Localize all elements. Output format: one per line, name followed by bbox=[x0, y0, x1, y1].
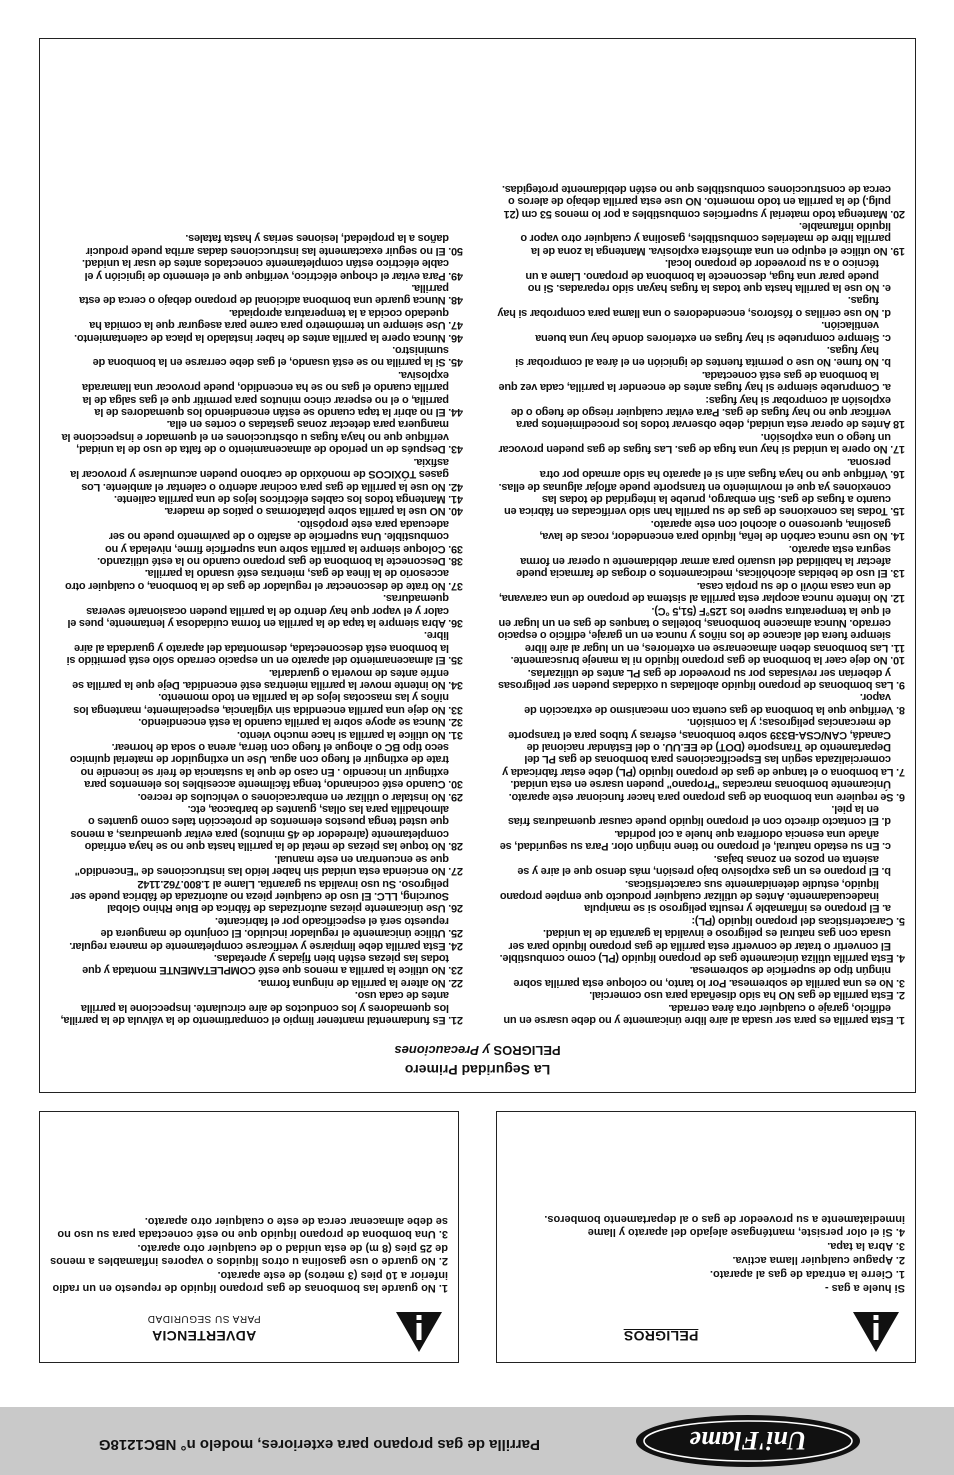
safety-subitem: d. El contacto directo con el propano líquido puede causar quemaduras frías en la piel. bbox=[508, 803, 891, 828]
safety-item: 30. Cuando esté cocinando, tenga fácilmente accesibles los elementos para extinguir un incendio . En caso de que la sustancia de freír se incendie no trate de extinguir el fuego con agua. Use un extinguidor de material químico seco tipo BC o ahogue el fuego con tierra, arena o soda de hornear. bbox=[70, 741, 463, 791]
safety-subitem: c. En su estado natural, el propano no tiene ningún olor. Para su seguridad, se añade una esencia odorífera que huele a col podrida. bbox=[500, 827, 891, 853]
section-title: La Seguridad Primero bbox=[404, 1062, 551, 1078]
warning-subtitle: PARA SU SEGURIDAD bbox=[147, 1313, 261, 1324]
logo-text: Uni'Flame bbox=[689, 1426, 807, 1455]
safety-item: 20. Mantenga todo material y superficies combustibles a por lo menos 53 cm (21 pulg.) de la parrilla en todo momento. NO use esta parrilla debajo de aleros o cerca de construcciones combustibles que no estén debidamente protegidas. bbox=[502, 182, 905, 220]
header-banner bbox=[0, 1407, 954, 1475]
safety-subitem: a. El propano es inflamable y resulta peligroso si se manipula inadecuadamente. Antes de utilizar cualquier producto que emplee propano líquido, estudie detenidamente sus características. bbox=[500, 877, 891, 915]
safety-item: 17. No opere la unidad si hay una fuga de gas. Las fugas de gas pueden provocar un fuego o una explosión. bbox=[498, 430, 905, 456]
safety-item: 3. No es una parrilla de sobremesa. Por lo tanto, no coloque esta parrilla sobre ningún tipo de superficie de sobremesa. bbox=[513, 964, 905, 989]
safety-item: 5. Características del propano líquido (PL): bbox=[691, 914, 905, 927]
danger-item: 2. Apague cualquier llama activa. bbox=[732, 1254, 905, 1266]
safety-item: 29. No instalar o utilizar en embarcaciones o vehículos de recreo. bbox=[137, 790, 463, 803]
safety-item: 16. Verifique que no haya fugas aún si el aparato ha sido armado por otra persona. bbox=[539, 455, 905, 481]
warning-triangle-icon bbox=[394, 1310, 444, 1354]
safety-item: 48. Nunca guarde una bombona adicional de propano debajo o cerca de esta parrilla. bbox=[79, 282, 463, 307]
safety-item: 38. Desconecte la bombona de gas propano cuando no la esté utilizando. bbox=[97, 554, 463, 567]
warning-box bbox=[39, 1111, 459, 1363]
safety-item: 23. No utilice la parrilla a menos que esté COMPLETAMENTE montada y que todas las piezas estén bien fijadas y apretadas. bbox=[82, 951, 463, 977]
safety-item: 45. Si la parrilla no se está usando, el gas debe cerrarse en la bombona de suministro. bbox=[92, 344, 463, 369]
safety-item: 33. No deje una parrilla encendida sin vigilancia, especialmente, mantenga los niños y las mascotas lejos de la parrilla en todo momento. bbox=[73, 691, 463, 716]
warning-title: ADVERTENCIA bbox=[151, 1328, 257, 1344]
safety-item: 36. Abra siempre la tapa de la parrilla en forma cuidadosa y lentamente, pues el calor y el vapor que hay dentro de la parrilla pueden ocasionarle severas quemaduras. bbox=[67, 592, 463, 629]
safety-item: 41. Mantenga todos los cables eléctricos lejos de una parrilla caliente. bbox=[114, 492, 463, 505]
left-column bbox=[495, 182, 905, 1026]
safety-item: 24. Esta parrilla debe limpiarse y verificarse completamente de manera regular. bbox=[69, 939, 463, 952]
safety-item: 18 Antes de operar esta unidad, debe observar todos los procedimientos para verificar que no hay fugas de gas. Para evitar cualquier riesgo de fuego o de explosión al comprobar si hay fugas: bbox=[511, 393, 905, 431]
warning-item: 2. No guarde o use gasolina u otros líquidos o vapores inflamables a menos de 25 pies (8 m) de esta unidad o de cualquier otro aparato. bbox=[50, 1242, 448, 1267]
safety-subitem: a. Compruebe siempre si hay fugas antes de encender la parrilla, cada vez que la bombona de gas está conectada. bbox=[498, 368, 891, 394]
safety-item: 44. El no abrir la tapa cuando se están encendiendo los quemadores de la parrilla, o el no esperar cinco minutos para permitir que el gas salga de la parrilla cuando el gas no se ha encendido, puede provocar una llamarada explosiva. bbox=[82, 368, 463, 419]
safety-subitem: b. No fume. No use o permita fuentes de ignición en el área al comprobar si hay fugas. bbox=[515, 344, 891, 369]
safety-item: 25. Utilice únicamente el regulador incluido. El conjunto de manguera de repuesto será el especificado por el fabricante. bbox=[100, 914, 463, 940]
warning-item: 1. No guarde las bombonas de gas propano líquido de repuesto en un radio inferior a 10 pies (3 metros) de este aparato. bbox=[52, 1269, 448, 1294]
safety-item: 11. Las bombonas deben almacenarse en exteriores, en un lugar al aire libre siempre fuera del alcance de los niños y nunca en un garaje, edificio o espacio cerrado. Nunca almacene bombonas, botellas o tanques de gas en un lugar en el que la temperatura supere los 125°F (51,5 °C). bbox=[498, 604, 905, 654]
danger-item: 4. Si el olor persiste, manténgase alejado del aparato y llame inmediatamente a su proveedor de gas o al departamento bomberos. bbox=[544, 1213, 905, 1238]
safety-item: 39. Coloque siempre la parrilla sobre una superficie firme, nivelada y no combustible. Una superficie de asfalto o de pavimento puede no ser adecuada para este propósito. bbox=[105, 517, 463, 555]
safety-item: 43. Después de un período de almacenamiento o de falta de uso de la unidad, verifique que no haya fugas u obstrucciones en el quemador e inspeccione la manguera para detectar zonas gastadas o cortes en ella. bbox=[61, 418, 463, 456]
safety-item: 49. Para evitar el choque eléctrico, verifique que el elemento de ignición y el cable eléctrico están completamente conectados antes de usar la unidad. bbox=[82, 257, 463, 282]
safety-item: 9. Las bombonas de propano líquido abolladas u oxidadas pueden ser peligrosas y deberían ser revisadas por su proveedor de gas PL antes de utilizarlas. bbox=[498, 666, 905, 692]
safety-subitem: c. Siempre compruebe si hay fugas en exteriores donde hay una buena ventilación. bbox=[535, 319, 891, 344]
page-title: Parrilla de gas propano para exteriores, modelo n° NBC1218G bbox=[98, 1436, 540, 1453]
safety-item: 27. No encienda esta unidad sin haber leído las instrucciones de "Encendido" que se encuentran en este manual. bbox=[74, 852, 463, 878]
danger-item: 1. Cierre la entrada de gas al aparato. bbox=[709, 1268, 905, 1280]
safety-item: 12. No intente nunca acoplar esta parrilla al sistema de propano de una caravana, de una casa móvil o de su propia casa. bbox=[499, 579, 905, 605]
danger-list bbox=[507, 1211, 905, 1294]
safety-item: 47. Use siempre un termómetro para carne para asegurar que la comida ha quedado cocida a la temperatura apropiada. bbox=[89, 306, 463, 332]
safety-item: 2. Esta parrilla de gas NO ha sido diseñada para uso comercial. bbox=[589, 989, 905, 1002]
safety-item: 8. Verifique que la bombona de gas cuenta con mecanismo de extracción de vapor. bbox=[524, 691, 905, 716]
safety-item: 1. Esta parrilla es para ser usada al aire libre únicamente y no debe usarse en un edificio, garaje o cualquier otra área cerrada. bbox=[503, 1001, 905, 1026]
safety-item: 37. No trate de desconectar el regulador de gas de la bombona, o cualquier otro accesorio de la línea de gas, mientras esté usando la parrilla. bbox=[65, 567, 463, 592]
safety-subitem: e. No use la parrilla hasta que todas la fugas hayan sido reparadas. Si no puede parar una fuga, desconecte la bombona de propano. Llame a un técnico o a su proveedor de propano local. bbox=[525, 257, 891, 295]
safety-item: 4. Esta parrilla utiliza únicamente gas de propano líquido (PL) como combustible. El convertir o tratar de convertir esta parrilla de gas propano líquido para ser usada con gas natural es peligroso e invalida la garantía de la unidad. bbox=[499, 927, 905, 964]
safety-item: 50. El no seguir exactamente las instrucciones dadas arriba puede producir daños a la propiedad, lesiones serias y hasta fatales. bbox=[85, 232, 463, 257]
safety-item: 21. Es fundamental mantener limpio el compartimento de la válvula de la parrilla, los quemadores y los conductos de aire circulante. Inspeccione la parrilla antes de cada uso. bbox=[60, 989, 463, 1026]
safety-item: 40. NO use la parrilla sobre plataformas o patios de madera. bbox=[164, 505, 463, 518]
safety-item: 42. No use la parrilla de gas para cocinar adentro o calentar el ambiente. Los gases TÓXICOS de monóxido de carbono pueden acumularse y provocar la asfixia. bbox=[70, 455, 463, 493]
warning-item: 3. Una bombona de propano líquido que no esté conectada para su uso no se debe almacenar cerca de este o cualquier otro aparato. bbox=[57, 1215, 448, 1240]
safety-section bbox=[39, 38, 916, 1093]
danger-item: 3. Abra la tapa. bbox=[827, 1240, 905, 1252]
uniflame-logo bbox=[634, 1413, 862, 1469]
safety-item: 28. No toque las piezas de metal de la parrilla hasta que no se haya enfriado completamente (alrededor de 45 minutos) para evitar quemaduras, a menos que usted tenga puestos elementos de protección tales como guantes o almohadilla para las ollas, guantes de barbacoa, etc. bbox=[70, 803, 463, 853]
safety-item: 22. No altere la parrilla de ninguna forma. bbox=[257, 976, 463, 989]
warning-triangle-icon bbox=[851, 1310, 901, 1354]
safety-item: 34. No intente mover la parrilla mientras esté encendida. Deje que la parrilla se enfríe antes de moverla o guardarla. bbox=[72, 666, 463, 692]
safety-item: 14. No use nunca carbón de leña, líquido para encendedor, rocas de lava, gasolina, queroseno o alcohol con este aparato. bbox=[539, 517, 905, 543]
safety-item: 32. Nunca se apoye sobre la parrilla cuando la está encendiendo. bbox=[138, 716, 463, 729]
safety-subitem: d. No use cerillas o fósforos, encendedores o una llama para comprobar si hay fugas. bbox=[497, 294, 891, 319]
danger-item: Si huele a gas - bbox=[824, 1282, 905, 1294]
safety-item: 15. Todas las conexiones de gas de su parrilla han sido verificadas en fábrica en cuanto a fugas de gas. Sin embargo, pruebe la integridad de todas las conexiones ya que el movimiento en transporte puede aflojar algunas de ellas. bbox=[498, 480, 905, 518]
safety-item: 10. No deje caer la bombona de gas propano líquido ni la maneje bruscamente. bbox=[510, 654, 905, 667]
section-subtitle-main: PELIGROS bbox=[493, 1043, 561, 1058]
safety-item: 35. El almacenamiento del aparato en un espacio cerrado sólo está permitido si la bombona está desconectada, desmontada del aparato y guardada al aire libre. bbox=[66, 629, 463, 667]
safety-item: 13. El uso de bebidas alcohólicas, medicamentos o drogas de farmacia puede afectar la habilidad del usuario para armar debidamente u operar en forma segura esta aparato. bbox=[516, 542, 905, 580]
safety-item: 19. No utilice el equipo en una atmósfera explosiva. Mantenga la zona de la parrilla libre de materiales combustibles, gasolina y cualquier otro vapor o líquido inflamable. bbox=[520, 220, 905, 257]
safety-item: 31. No utilice la parrilla si hace mucho viento. bbox=[237, 728, 463, 741]
safety-item: 7. La bombona o el tanque de gas de propano líquido (PL) debe estar fabricada y comercializada según las Especificaciones para bombonas de gas PL del Departamento de Transporte (DOT) de EE.UU. o del Estándar nacional de Canadá, CAN/CSA-B339 sobre bombonas, esferas y tubos para el transporte de mercancías peligrosas; y la comisión. bbox=[502, 716, 905, 778]
warning-list bbox=[50, 1213, 448, 1294]
safety-item: 26. Use únicamente piezas autorizadas de fábrica de Blue Rhino Global Sourcing, LLC. El uso de cualquier pieza no autorizada de fábrica puede ser peligroso. Su uso invalida su garantía. Llame al 1.800.762.1142 bbox=[70, 877, 463, 915]
safety-subitem: b. El propano es un gas explosivo bajo presión, más denso que el aire y se asienta en pozos en zonas bajas. bbox=[517, 852, 891, 878]
section-subtitle-italic: y Precauciones bbox=[394, 1043, 490, 1058]
danger-box bbox=[496, 1111, 916, 1363]
section-subtitle bbox=[40, 1043, 915, 1058]
safety-item: 46. Nunca opere la parrilla antes de haber instalado la placa de calentamiento. bbox=[74, 331, 463, 344]
right-column bbox=[58, 232, 463, 1026]
danger-title: PELIGROS bbox=[623, 1328, 699, 1344]
safety-item: 6. Se requiere una bombona de gas propano para hacer funcionar este aparato. Únicamente bombonas marcadas "Propano" pueden usarse en esta unidad. bbox=[508, 778, 905, 803]
